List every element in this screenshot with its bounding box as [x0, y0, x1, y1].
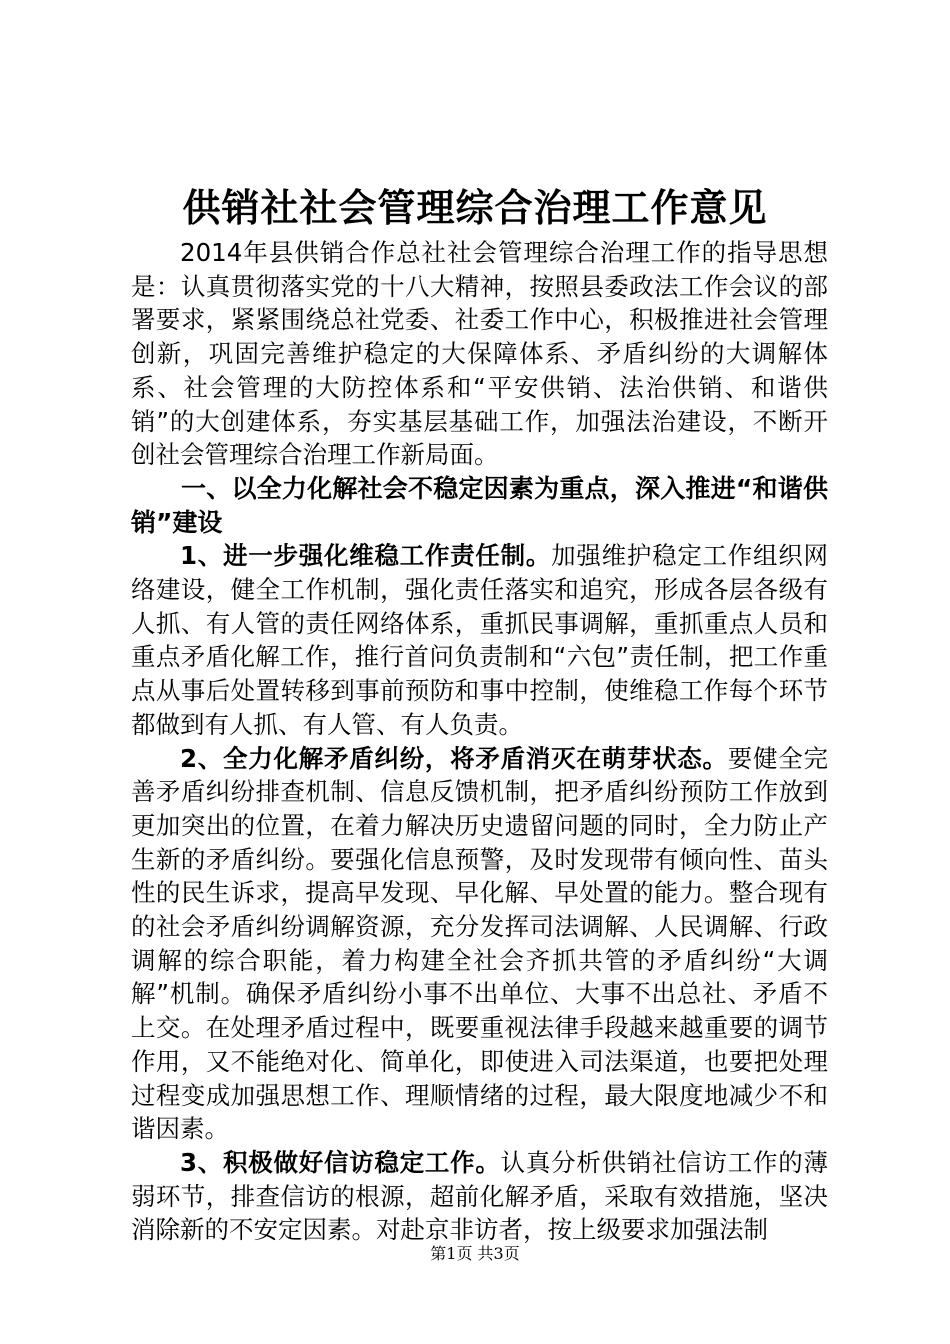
item-2-paragraph — [131, 742, 828, 1146]
item-3-text: 认真分析供销社信访工作的薄弱环节，排查信访的根源，超前化解矛盾，采取有效措施，坚决消除新的不安定因素。对赴京非访者，按上级要求加强法制 — [131, 1147, 829, 1245]
item-1-lead: 1、进一步强化维稳工作责任制。 — [180, 541, 552, 571]
document-title: 供销社社会管理综合治理工作意见 — [182, 185, 768, 230]
item-2-text: 要健全完善矛盾纠纷排查机制、信息反馈机制，把矛盾纠纷预防工作放到更加突出的位置，在着力解决历史遗留问题的同时，全力防止产生新的矛盾纠纷。要强化信息预警，及时发现带有倾向性、苗头性的民生诉求，提高早发现、早化解、早处置的能力。整合现有的社会矛盾纠纷调解资源，充分发挥司法调解、人民调解、行政调解的综合职能，着力构建全社会齐抓共管的矛盾纠纷“大调解”机制。确保矛盾纠纷小事不出单位、大事不出总社、矛盾不上交。在处理矛盾过程中，既要重视法律手段越来越重要的调节作用，又不能绝对化、简单化，即使进入司法渠道，也要把处理过程变成加强思想工作、理顺情绪的过程，最大限度地减少不和谐因素。 — [131, 743, 829, 1144]
item-2-lead: 2、全力化解矛盾纠纷，将矛盾消灭在萌芽状态。 — [180, 743, 728, 773]
page-number: 第1页 共3页 — [430, 1244, 520, 1263]
item-3-lead: 3、积极做好信访稳定工作。 — [180, 1147, 501, 1177]
document-body — [131, 236, 828, 1247]
intro-paragraph: 2014年县供销合作总社社会管理综合治理工作的指导思想是：认真贯彻落实党的十八大精神，按照县委政法工作会议的部署要求，紧紧围绕总社党委、社委工作中心，积极推进社会管理创新，巩固完善维护稳定的大保障体系、矛盾纠纷的大调解体系、社会管理的大防控体系和“平安供销、法治供销、和谐供销”的大创建体系，夯实基层基础工作，加强法治建设，不断开创社会管理综合治理工作新局面。 — [131, 238, 828, 470]
section-heading: 一、以全力化解社会不稳定因素为重点，深入推进“和谐供销”建设 — [131, 473, 828, 537]
item-1-paragraph — [131, 539, 828, 741]
item-1-text: 加强维护稳定工作组织网络建设，健全工作机制，强化责任落实和追究，形成各层各级有人抓、有人管的责任网络体系，重抓民事调解，重抓重点人员和重点矛盾化解工作，推行首问负责制和“六包”责任制，把工作重点从事后处置转移到事前预防和事中控制，使维稳工作每个环节都做到有人抓、有人管、有人负责。 — [131, 541, 829, 739]
item-3-paragraph — [131, 1146, 828, 1247]
